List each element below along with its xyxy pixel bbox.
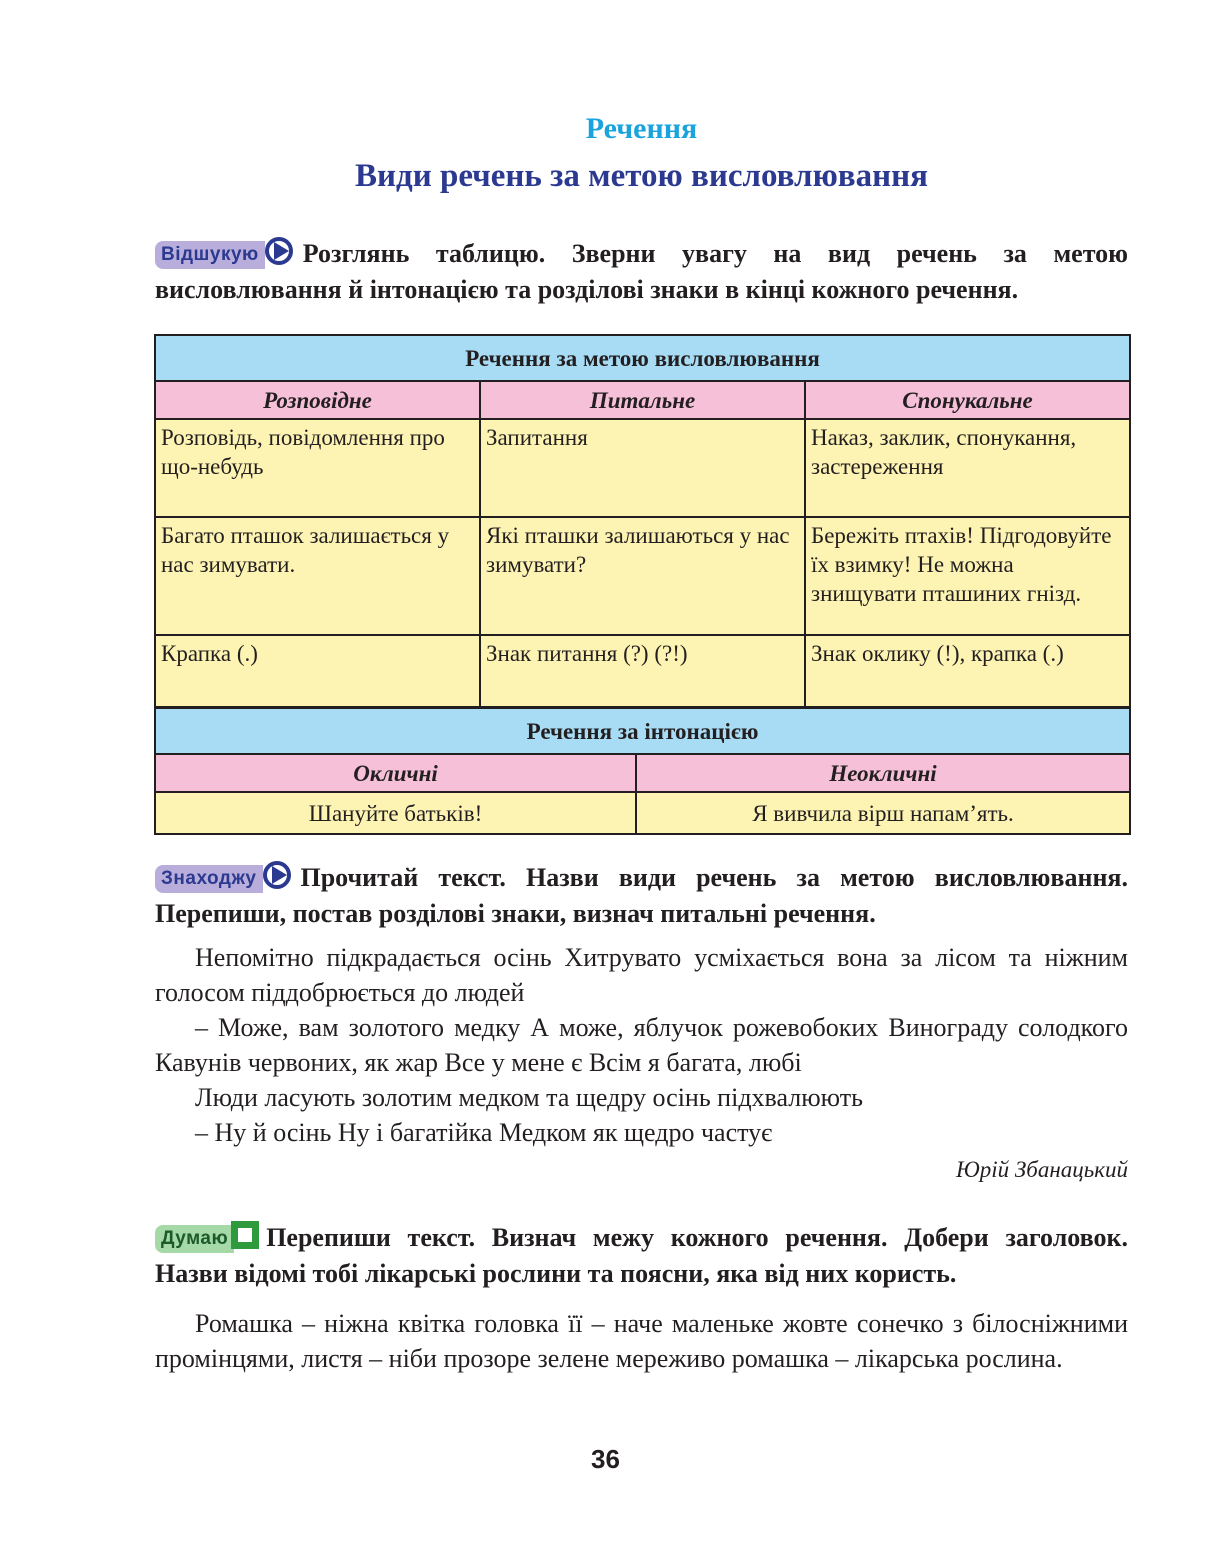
play-icon [265, 237, 293, 265]
play-icon [263, 861, 291, 889]
column-header: Окличні [155, 754, 636, 792]
task-1 [155, 236, 1128, 308]
passage-paragraph: – Ну й осінь Ну і багатійка Медком як щедро частує [195, 1118, 773, 1147]
sentence-intonation-table [154, 707, 1131, 835]
column-header: Питальне [480, 381, 805, 419]
column-header: Неокличні [636, 754, 1130, 792]
task-2-text: Прочитай текст. Назви види речень за метою висловлювання. Перепиши, постав розділові знаки, визнач питальні речення. [155, 863, 1128, 928]
task-3 [155, 1220, 1128, 1292]
table-cell: Знак оклику (!), крапка (.) [805, 635, 1130, 707]
task-badge-vidshukuyu: Відшукую [155, 241, 265, 269]
sentence-purpose-table [154, 334, 1131, 708]
page-number: 36 [591, 1444, 620, 1474]
task-3-text: Перепиши текст. Визнач межу кожного речення. Добери заголовок. Назви відомі тобі лікарські рослини та поясни, яка від них користь. [155, 1223, 1128, 1288]
table-cell: Розповідь, повідомлення про що-небудь [155, 419, 480, 517]
table-cell: Крапка (.) [155, 635, 480, 707]
table-caption: Речення за метою висловлювання [155, 335, 1130, 381]
passage-paragraph: Непомітно підкрадається осінь Хитрувато усміхається вона за лісом та ніжним голосом піддобрюється до людей [155, 943, 1128, 1007]
task-badge-znakhodzhu: Знаходжу [155, 865, 263, 893]
table-cell: Які пташки залишаються у нас зимувати? [480, 517, 805, 635]
passage-paragraph: Люди ласують золотим медком та щедру осінь підхвалюють [195, 1083, 863, 1112]
table-caption: Речення за інтонацією [155, 708, 1130, 754]
task-2 [155, 860, 1128, 932]
passage-paragraph: – Може, вам золотого медку А може, яблучок рожевобоких Винограду солодкого Кавунів червоних, як жар Все у мене є Всім я багата, любі [155, 1013, 1128, 1077]
column-header: Розповідне [155, 381, 480, 419]
table-cell: Багато пташок залишається у нас зимувати. [155, 517, 480, 635]
table-cell: Бережіть птахів! Підгодовуйте їх взимку! Не можна знищувати пташиних гнізд. [805, 517, 1130, 635]
table-cell: Знак питання (?) (?!) [480, 635, 805, 707]
task-badge-dumayu: Думаю [155, 1225, 234, 1253]
table-cell: Запитання [480, 419, 805, 517]
section-subtitle: Речення [585, 112, 698, 145]
task-1-text: Розглянь таблицю. Зверни увагу на вид речень за метою висловлювання й інтонацією та розділові знаки в кінці кожного речення. [155, 239, 1128, 304]
square-icon [234, 1224, 256, 1246]
table-cell: Наказ, заклик, спонукання, застереження [805, 419, 1130, 517]
table-cell: Я вивчила вірш напам’ять. [636, 792, 1130, 834]
page-title: Види речень за метою висловлювання [354, 158, 928, 194]
author-name: Юрій Збанацький [956, 1157, 1128, 1182]
column-header: Спонукальне [805, 381, 1130, 419]
table-cell: Шануйте батьків! [155, 792, 636, 834]
task-3-passage: Ромашка – ніжна квітка головка її – наче маленьке жовте сонечко з білосніжними промінцями, листя – ніби прозоре зелене мереживо ромашка – лікарська рослина. [155, 1309, 1128, 1373]
